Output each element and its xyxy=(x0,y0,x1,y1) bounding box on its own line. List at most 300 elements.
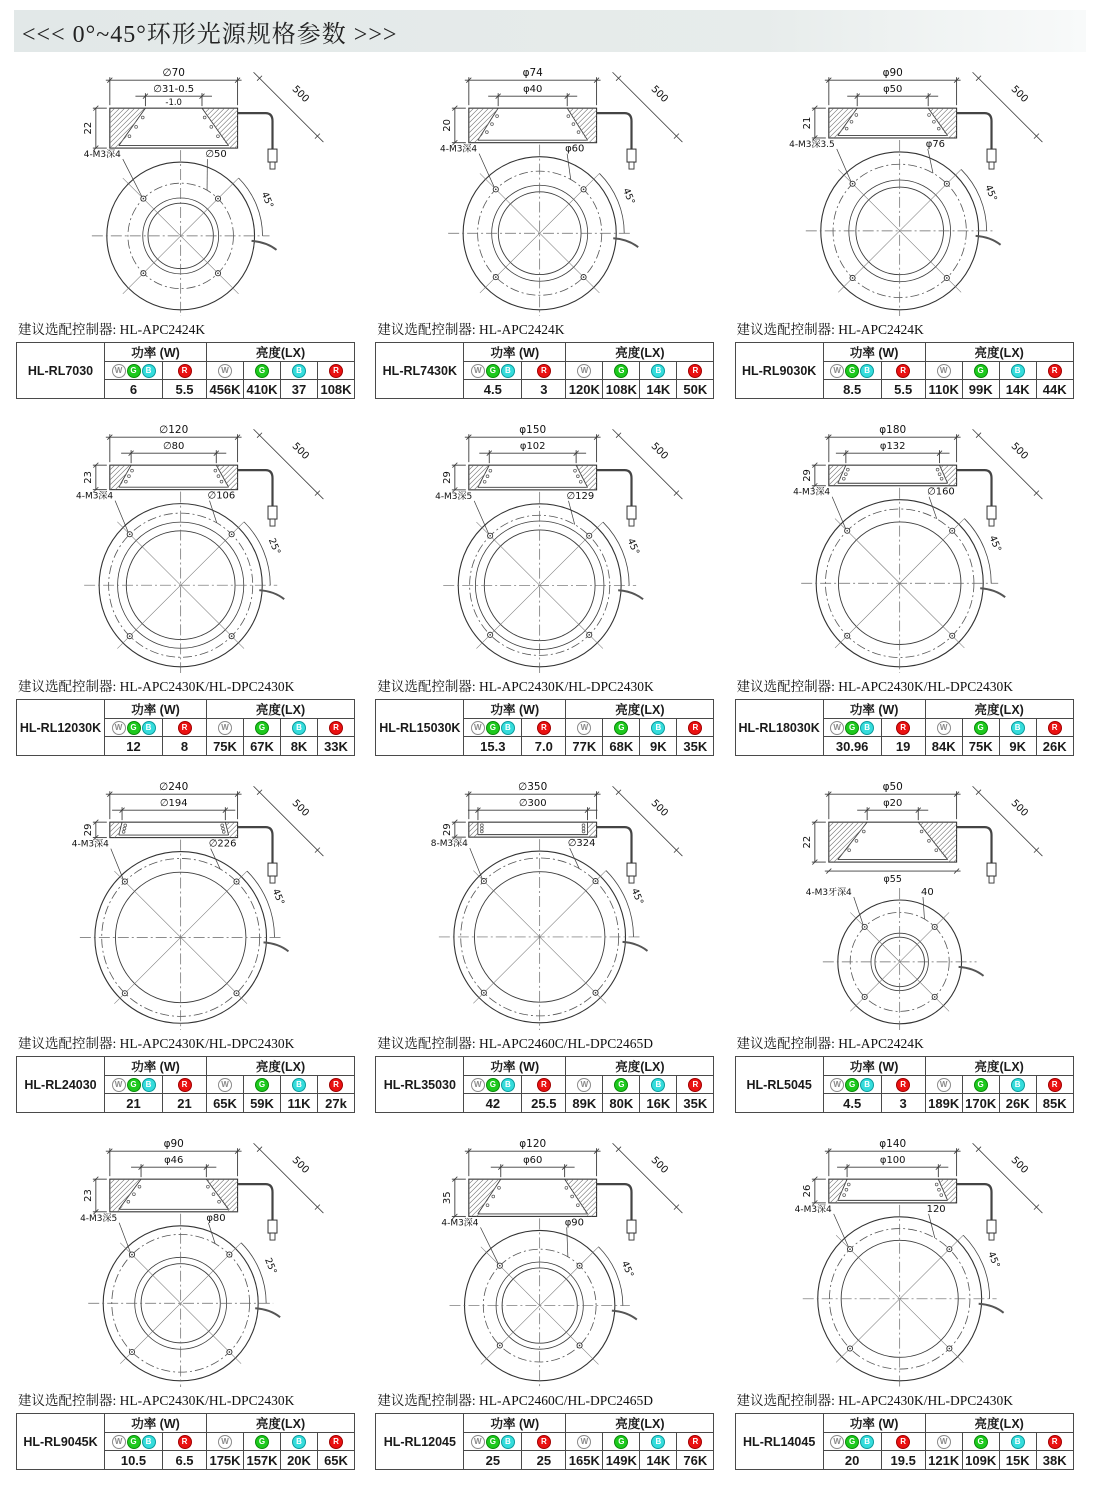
svg-text:φ102: φ102 xyxy=(520,441,546,453)
lux-header: 亮度(LX) xyxy=(207,1414,355,1433)
green-channel-icon: G xyxy=(127,721,141,735)
lux-b-value: 9K xyxy=(999,737,1036,756)
lux-w-value: 65K xyxy=(207,1094,244,1113)
blue-channel-icon: B xyxy=(651,364,665,378)
svg-text:∅106: ∅106 xyxy=(207,490,236,502)
svg-text:φ80: φ80 xyxy=(206,1212,226,1224)
model-name: HL-RL15030K xyxy=(376,700,464,756)
dimension-drawing xyxy=(375,778,724,1030)
svg-text:4-M3深4: 4-M3深4 xyxy=(71,839,109,850)
svg-text:25°: 25° xyxy=(262,1256,279,1277)
power-wgb-dots-cell xyxy=(823,362,881,380)
technical-drawing xyxy=(735,421,1084,673)
lux-blue-dot-cell xyxy=(999,719,1036,737)
technical-drawing xyxy=(375,64,724,316)
svg-text:∅70: ∅70 xyxy=(162,67,185,80)
power-red-dot-cell xyxy=(881,719,925,737)
svg-text:φ46: φ46 xyxy=(164,1155,184,1167)
controller-note xyxy=(737,1389,1084,1409)
power-red-dot-cell xyxy=(881,362,925,380)
controller-note xyxy=(18,675,365,695)
dimension-drawing xyxy=(735,778,1084,1030)
lux-red-dot-cell xyxy=(318,1076,355,1094)
model-name: HL-RL12030K xyxy=(17,700,105,756)
power-wgb-value: 42 xyxy=(464,1094,522,1113)
dimension-drawing xyxy=(16,64,365,316)
controller-label: 建议选配控制器: xyxy=(736,322,835,337)
product-section xyxy=(375,64,724,399)
controller-note xyxy=(377,1389,724,1409)
technical-drawing xyxy=(735,64,1084,316)
green-channel-icon: G xyxy=(614,1078,628,1092)
lux-r-value: 27k xyxy=(318,1094,355,1113)
power-r-value: 25 xyxy=(522,1451,566,1470)
lux-blue-dot-cell xyxy=(999,362,1036,380)
lux-w-value: 110K xyxy=(925,380,962,399)
controller-value: HL-APC2430K/HL-DPC2430K xyxy=(838,1393,1014,1408)
red-channel-icon: R xyxy=(1048,721,1062,735)
green-channel-icon: G xyxy=(255,364,269,378)
power-header: 功率 (W) xyxy=(823,1414,925,1433)
svg-text:∅80: ∅80 xyxy=(163,441,185,453)
red-channel-icon: R xyxy=(1048,1078,1062,1092)
controller-label: 建议选配控制器: xyxy=(736,679,835,694)
svg-text:26: 26 xyxy=(801,1184,813,1198)
svg-text:φ60: φ60 xyxy=(523,1155,543,1167)
controller-value: HL-APC2430K/HL-DPC2430K xyxy=(119,679,295,694)
controller-note xyxy=(377,1032,724,1052)
lux-green-dot-cell xyxy=(244,362,281,380)
model-name: HL-RL7030 xyxy=(17,343,105,399)
svg-text:45°: 45° xyxy=(986,533,1003,554)
svg-text:45°: 45° xyxy=(984,1250,1002,1270)
product-section xyxy=(16,64,365,399)
power-red-dot-cell xyxy=(881,1433,925,1451)
lux-b-value: 14K xyxy=(640,1451,677,1470)
lux-white-dot-cell xyxy=(925,1076,962,1094)
svg-text:22: 22 xyxy=(801,835,813,849)
spec-table xyxy=(735,699,1074,756)
spec-table xyxy=(16,1413,355,1470)
white-channel-icon: W xyxy=(218,721,232,735)
svg-text:∅240: ∅240 xyxy=(159,781,189,794)
svg-text:-1.0: -1.0 xyxy=(165,97,182,108)
lux-r-value: 44K xyxy=(1036,380,1073,399)
green-channel-icon: G xyxy=(127,1078,141,1092)
power-wgb-dots-cell xyxy=(464,362,522,380)
white-channel-icon: W xyxy=(937,1435,951,1449)
power-header: 功率 (W) xyxy=(105,1057,207,1076)
white-channel-icon: W xyxy=(577,721,591,735)
lux-blue-dot-cell xyxy=(281,719,318,737)
lux-blue-dot-cell xyxy=(640,1076,677,1094)
spec-table xyxy=(375,1413,714,1470)
red-channel-icon: R xyxy=(688,364,702,378)
lux-g-value: 67K xyxy=(244,737,281,756)
blue-channel-icon: B xyxy=(501,1435,515,1449)
spec-table xyxy=(735,342,1074,399)
model-name: HL-RL9045K xyxy=(17,1414,105,1470)
controller-value: HL-APC2430K/HL-DPC2430K xyxy=(119,1393,295,1408)
model-name: HL-RL5045 xyxy=(735,1057,823,1113)
power-r-value: 25.5 xyxy=(522,1094,566,1113)
power-red-dot-cell xyxy=(522,1076,566,1094)
lux-white-dot-cell xyxy=(566,719,603,737)
power-r-value: 5.5 xyxy=(881,380,925,399)
power-r-value: 19 xyxy=(881,737,925,756)
lux-header: 亮度(LX) xyxy=(566,343,714,362)
svg-text:23: 23 xyxy=(82,1189,94,1202)
lux-g-value: 109K xyxy=(962,1451,999,1470)
lux-green-dot-cell xyxy=(603,1076,640,1094)
lux-header: 亮度(LX) xyxy=(925,343,1073,362)
red-channel-icon: R xyxy=(537,721,551,735)
svg-text:45°: 45° xyxy=(982,183,999,204)
power-red-dot-cell xyxy=(163,1433,207,1451)
lux-blue-dot-cell xyxy=(640,1433,677,1451)
page-header xyxy=(14,10,1086,52)
svg-text:500: 500 xyxy=(648,1154,671,1177)
green-channel-icon: G xyxy=(974,721,988,735)
svg-text:8-M3深4: 8-M3深4 xyxy=(431,839,469,850)
controller-note xyxy=(737,318,1084,338)
white-channel-icon: W xyxy=(937,1078,951,1092)
lux-blue-dot-cell xyxy=(281,362,318,380)
lux-green-dot-cell xyxy=(603,1433,640,1451)
controller-label: 建议选配控制器: xyxy=(18,1036,117,1051)
svg-text:∅129: ∅129 xyxy=(566,490,595,502)
technical-drawing xyxy=(375,421,724,673)
lux-b-value: 16K xyxy=(640,1094,677,1113)
dimension-drawing xyxy=(16,421,365,673)
power-header: 功率 (W) xyxy=(464,1057,566,1076)
green-channel-icon: G xyxy=(845,721,859,735)
dimension-drawing xyxy=(375,421,724,673)
power-header: 功率 (W) xyxy=(105,343,207,362)
lux-w-value: 175K xyxy=(207,1451,244,1470)
lux-g-value: 149K xyxy=(603,1451,640,1470)
blue-channel-icon: B xyxy=(1011,1078,1025,1092)
technical-drawing xyxy=(735,778,1084,1030)
blue-channel-icon: B xyxy=(860,1435,874,1449)
svg-text:4-M3深4: 4-M3深4 xyxy=(794,1204,832,1215)
svg-text:4-M3深3.5: 4-M3深3.5 xyxy=(788,139,835,150)
lux-g-value: 99K xyxy=(962,380,999,399)
svg-text:4-M3深4: 4-M3深4 xyxy=(440,144,478,155)
lux-white-dot-cell xyxy=(925,719,962,737)
red-channel-icon: R xyxy=(329,1078,343,1092)
svg-text:29: 29 xyxy=(442,471,454,484)
red-channel-icon: R xyxy=(688,1078,702,1092)
svg-text:φ90: φ90 xyxy=(163,1138,184,1151)
lux-blue-dot-cell xyxy=(640,719,677,737)
red-channel-icon: R xyxy=(178,364,192,378)
lux-white-dot-cell xyxy=(566,1433,603,1451)
power-wgb-dots-cell xyxy=(823,1433,881,1451)
svg-text:φ74: φ74 xyxy=(522,67,544,80)
lux-w-value: 77K xyxy=(566,737,603,756)
lux-b-value: 37 xyxy=(281,380,318,399)
power-header: 功率 (W) xyxy=(823,1057,925,1076)
svg-text:φ60: φ60 xyxy=(565,143,585,155)
svg-text:φ90: φ90 xyxy=(565,1217,585,1229)
svg-text:45°: 45° xyxy=(619,1259,636,1280)
svg-text:35: 35 xyxy=(442,1191,454,1205)
product-section xyxy=(735,64,1084,399)
lux-g-value: 75K xyxy=(962,737,999,756)
power-wgb-value: 4.5 xyxy=(823,1094,881,1113)
power-wgb-value: 10.5 xyxy=(105,1451,163,1470)
lux-header: 亮度(LX) xyxy=(925,1057,1073,1076)
svg-text:500: 500 xyxy=(648,83,671,106)
red-channel-icon: R xyxy=(329,1435,343,1449)
controller-note xyxy=(737,675,1084,695)
dimension-drawing xyxy=(375,1135,724,1387)
svg-text:∅324: ∅324 xyxy=(568,838,596,850)
green-channel-icon: G xyxy=(255,1078,269,1092)
controller-value: HL-APC2424K xyxy=(838,1036,924,1051)
technical-drawing xyxy=(16,1135,365,1387)
svg-text:4-M3深4: 4-M3深4 xyxy=(76,491,114,502)
svg-text:500: 500 xyxy=(1008,1154,1030,1177)
svg-text:φ120: φ120 xyxy=(519,1138,547,1151)
blue-channel-icon: B xyxy=(1011,1435,1025,1449)
lux-g-value: 410K xyxy=(244,380,281,399)
lux-red-dot-cell xyxy=(1036,1433,1073,1451)
lux-b-value: 20K xyxy=(281,1451,318,1470)
lux-b-value: 8K xyxy=(281,737,318,756)
svg-text:∅160: ∅160 xyxy=(926,486,955,498)
power-wgb-dots-cell xyxy=(464,719,522,737)
power-wgb-dots-cell xyxy=(105,1076,163,1094)
controller-label: 建议选配控制器: xyxy=(18,322,117,337)
technical-drawing xyxy=(375,778,724,1030)
green-channel-icon: G xyxy=(486,1078,500,1092)
dimension-drawing xyxy=(375,64,724,316)
controller-label: 建议选配控制器: xyxy=(377,1393,476,1408)
svg-text:500: 500 xyxy=(289,440,311,463)
svg-text:φ40: φ40 xyxy=(523,84,543,96)
controller-note xyxy=(737,1032,1084,1052)
svg-text:φ55: φ55 xyxy=(883,874,902,886)
power-header: 功率 (W) xyxy=(105,700,207,719)
white-channel-icon: W xyxy=(112,721,126,735)
blue-channel-icon: B xyxy=(142,364,156,378)
controller-note xyxy=(18,1032,365,1052)
dimension-drawing xyxy=(16,778,365,1030)
spec-table xyxy=(16,1056,355,1113)
white-channel-icon: W xyxy=(577,1078,591,1092)
blue-channel-icon: B xyxy=(292,364,306,378)
svg-text:φ180: φ180 xyxy=(878,424,906,437)
power-red-dot-cell xyxy=(522,1433,566,1451)
blue-channel-icon: B xyxy=(860,1078,874,1092)
svg-text:φ20: φ20 xyxy=(882,798,902,810)
lux-w-value: 189K xyxy=(925,1094,962,1113)
lux-header: 亮度(LX) xyxy=(925,1414,1073,1433)
lux-r-value: 85K xyxy=(1036,1094,1073,1113)
blue-channel-icon: B xyxy=(501,364,515,378)
green-channel-icon: G xyxy=(614,721,628,735)
lux-r-value: 35K xyxy=(677,737,714,756)
lux-white-dot-cell xyxy=(207,719,244,737)
svg-text:4-M3深5: 4-M3深5 xyxy=(80,1213,118,1224)
lux-g-value: 170K xyxy=(962,1094,999,1113)
svg-text:φ140: φ140 xyxy=(878,1138,906,1151)
lux-b-value: 14K xyxy=(640,380,677,399)
spec-table xyxy=(16,699,355,756)
power-r-value: 3 xyxy=(881,1094,925,1113)
power-red-dot-cell xyxy=(163,362,207,380)
lux-blue-dot-cell xyxy=(281,1433,318,1451)
white-channel-icon: W xyxy=(830,364,844,378)
white-channel-icon: W xyxy=(577,364,591,378)
red-channel-icon: R xyxy=(329,364,343,378)
controller-value: HL-APC2424K xyxy=(119,322,206,337)
svg-text:φ50: φ50 xyxy=(882,781,903,794)
dimension-drawing xyxy=(16,1135,365,1387)
power-header: 功率 (W) xyxy=(823,700,925,719)
red-channel-icon: R xyxy=(896,1078,910,1092)
lux-green-dot-cell xyxy=(244,719,281,737)
power-wgb-value: 6 xyxy=(105,380,163,399)
svg-text:40: 40 xyxy=(920,887,934,899)
technical-drawing xyxy=(16,64,365,316)
green-channel-icon: G xyxy=(127,1435,141,1449)
blue-channel-icon: B xyxy=(142,721,156,735)
controller-value: HL-APC2460C/HL-DPC2465D xyxy=(478,1036,653,1051)
dimension-drawing xyxy=(735,421,1084,673)
lux-white-dot-cell xyxy=(207,1433,244,1451)
lux-red-dot-cell xyxy=(318,719,355,737)
svg-text:45°: 45° xyxy=(620,186,637,207)
svg-text:4-M3牙深4: 4-M3牙深4 xyxy=(805,888,852,899)
controller-value: HL-APC2424K xyxy=(838,322,924,337)
power-header: 功率 (W) xyxy=(105,1414,207,1433)
power-wgb-value: 20 xyxy=(823,1451,881,1470)
lux-red-dot-cell xyxy=(318,362,355,380)
green-channel-icon: G xyxy=(255,721,269,735)
blue-channel-icon: B xyxy=(142,1078,156,1092)
svg-text:500: 500 xyxy=(289,83,311,106)
red-channel-icon: R xyxy=(1048,1435,1062,1449)
lux-r-value: 33K xyxy=(318,737,355,756)
power-wgb-value: 4.5 xyxy=(464,380,522,399)
product-section xyxy=(735,1135,1084,1470)
green-channel-icon: G xyxy=(974,1435,988,1449)
power-wgb-dots-cell xyxy=(105,362,163,380)
power-wgb-dots-cell xyxy=(823,1076,881,1094)
svg-text:4-M3深4: 4-M3深4 xyxy=(792,487,830,498)
lux-w-value: 84K xyxy=(925,737,962,756)
power-wgb-value: 21 xyxy=(105,1094,163,1113)
green-channel-icon: G xyxy=(614,1435,628,1449)
blue-channel-icon: B xyxy=(651,721,665,735)
blue-channel-icon: B xyxy=(1011,364,1025,378)
controller-value: HL-APC2430K/HL-DPC2430K xyxy=(119,1036,295,1051)
blue-channel-icon: B xyxy=(860,721,874,735)
lux-blue-dot-cell xyxy=(999,1076,1036,1094)
svg-text:500: 500 xyxy=(1008,797,1030,820)
power-wgb-dots-cell xyxy=(823,719,881,737)
red-channel-icon: R xyxy=(688,721,702,735)
lux-red-dot-cell xyxy=(677,719,714,737)
technical-drawing xyxy=(16,421,365,673)
power-r-value: 5.5 xyxy=(163,380,207,399)
lux-r-value: 108K xyxy=(318,380,355,399)
page-title: <<< 0°~45°环形光源规格参数 >>> xyxy=(22,21,398,48)
svg-text:φ150: φ150 xyxy=(519,424,547,437)
svg-text:22: 22 xyxy=(82,121,94,135)
svg-text:45°: 45° xyxy=(625,536,642,557)
power-red-dot-cell xyxy=(163,1076,207,1094)
model-name: HL-RL24030 xyxy=(17,1057,105,1113)
red-channel-icon: R xyxy=(537,364,551,378)
svg-text:21: 21 xyxy=(801,116,813,130)
lux-white-dot-cell xyxy=(925,1433,962,1451)
svg-text:4-M3深5: 4-M3深5 xyxy=(435,491,473,502)
blue-channel-icon: B xyxy=(501,721,515,735)
red-channel-icon: R xyxy=(688,1435,702,1449)
power-r-value: 19.5 xyxy=(881,1451,925,1470)
red-channel-icon: R xyxy=(178,1078,192,1092)
power-r-value: 8 xyxy=(163,737,207,756)
white-channel-icon: W xyxy=(112,1078,126,1092)
lux-b-value: 11K xyxy=(281,1094,318,1113)
svg-text:φ90: φ90 xyxy=(882,67,903,80)
lux-header: 亮度(LX) xyxy=(207,1057,355,1076)
svg-text:∅50: ∅50 xyxy=(205,149,227,161)
lux-r-value: 38K xyxy=(1036,1451,1073,1470)
green-channel-icon: G xyxy=(845,364,859,378)
lux-b-value: 15K xyxy=(999,1451,1036,1470)
red-channel-icon: R xyxy=(1048,364,1062,378)
power-wgb-dots-cell xyxy=(105,1433,163,1451)
svg-text:23: 23 xyxy=(82,471,94,484)
power-r-value: 21 xyxy=(163,1094,207,1113)
white-channel-icon: W xyxy=(471,364,485,378)
product-section xyxy=(375,1135,724,1470)
power-red-dot-cell xyxy=(522,362,566,380)
blue-channel-icon: B xyxy=(1011,721,1025,735)
lux-green-dot-cell xyxy=(244,1433,281,1451)
lux-green-dot-cell xyxy=(603,719,640,737)
power-header: 功率 (W) xyxy=(823,343,925,362)
technical-drawing xyxy=(375,1135,724,1387)
lux-w-value: 120K xyxy=(566,380,603,399)
green-channel-icon: G xyxy=(486,1435,500,1449)
controller-value: HL-APC2430K/HL-DPC2430K xyxy=(478,679,654,694)
lux-green-dot-cell xyxy=(962,1076,999,1094)
svg-text:∅120: ∅120 xyxy=(159,424,189,437)
white-channel-icon: W xyxy=(112,1435,126,1449)
red-channel-icon: R xyxy=(537,1435,551,1449)
lux-r-value: 35K xyxy=(677,1094,714,1113)
controller-note xyxy=(18,318,365,338)
controller-label: 建议选配控制器: xyxy=(18,1393,117,1408)
product-section xyxy=(16,421,365,756)
spec-table xyxy=(375,342,714,399)
svg-text:25°: 25° xyxy=(265,536,283,557)
product-section xyxy=(16,778,365,1113)
white-channel-icon: W xyxy=(937,721,951,735)
product-section xyxy=(735,778,1084,1113)
lux-g-value: 68K xyxy=(603,737,640,756)
lux-header: 亮度(LX) xyxy=(207,700,355,719)
red-channel-icon: R xyxy=(178,1435,192,1449)
lux-w-value: 165K xyxy=(566,1451,603,1470)
blue-channel-icon: B xyxy=(292,1435,306,1449)
